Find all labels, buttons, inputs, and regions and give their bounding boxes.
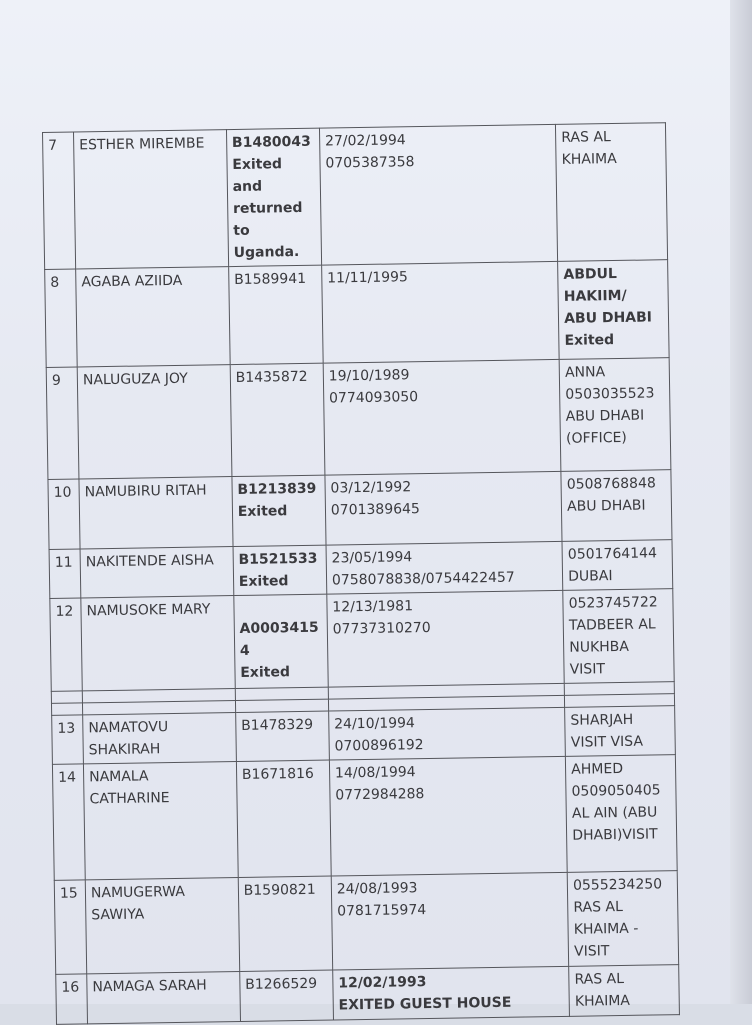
person-name: ESTHER MIREMBE [74,130,229,269]
person-name: NAMALA CATHARINE [83,762,238,880]
passport-number: B1435872 [230,363,325,476]
passport-number: B1671816 [236,760,331,877]
phone-number: 0758078838/0754422457 [331,569,515,589]
person-name: NAMUGERWA SAWIYA [85,878,239,974]
date-of-birth: 27/02/1994 [324,132,406,150]
person-name: NAMATOVU SHAKIRAH [83,713,237,764]
passport-number: B1480043 [231,133,311,152]
passport-number: A00034154 [239,619,319,659]
passport-number: B1589941 [228,265,323,364]
location: RAS AL KHAIMA [569,965,680,1017]
row-number: 8 [45,269,78,367]
passport-note: Exited [237,503,288,520]
row-number: 9 [46,367,79,479]
date-of-birth: 14/08/1994 [334,764,416,782]
table-row [50,589,674,692]
person-name: NALUGUZA JOY [77,365,232,479]
row-number: 15 [54,880,86,974]
table-row [45,260,669,368]
location: RAS AL KHAIMA [556,123,668,262]
paper-edge [730,0,752,1004]
table-row [54,871,678,975]
location: 0555234250 RAS AL KHAIMA -VISIT [567,871,678,967]
phone-number: 0774093050 [328,389,419,407]
passport-number: B1590821 [238,876,333,971]
table-row [48,470,672,550]
location: AHMED 0509050405 AL AIN (ABU DHABI)VISIT [566,755,678,873]
location: SHARJAH VISIT VISA [565,706,676,757]
passport-number: B1478329 [235,711,329,761]
person-name: NAMAGA SARAH [87,972,241,1024]
location: 0508768848 ABU DHABI [561,470,672,542]
row-number: 12 [50,598,82,691]
person-name: AGABA AZIIDA [76,267,230,367]
table-row [46,358,671,480]
row-number: 13 [52,715,84,764]
row-number: 16 [56,974,88,1024]
passport-note: Exited [240,664,291,681]
date-of-birth: 12/13/1981 [332,598,414,616]
phone-number: 0701389645 [330,501,421,519]
table-row [56,965,680,1025]
phone-number: 07737310270 [332,619,431,638]
row-number: 14 [52,764,85,880]
row-number: 10 [48,479,80,549]
table-row [52,755,677,881]
exit-note: EXITED GUEST HOUSE [338,994,512,1014]
date-of-birth: 11/11/1995 [321,261,559,363]
passport-number: B1213839 [237,480,317,498]
date-of-birth: 19/10/1989 [328,367,410,385]
person-name: NAMUBIRU RITAH [79,477,233,549]
date-of-birth: 24/08/1993 [336,880,418,898]
row-number: 11 [49,549,81,598]
row-number: 7 [43,132,76,269]
location: 0523745722 TADBEER AL NUKHBA VISIT [563,589,674,684]
passport-number: B1266529 [239,970,333,1021]
date-of-birth: 12/02/1993 [338,974,427,992]
passport-note: Exited [238,573,289,590]
date-of-birth: 23/05/1994 [331,549,413,567]
date-of-birth: 03/12/1992 [330,479,412,497]
phone-number: 0705387358 [325,154,415,172]
person-name: NAKITENDE AISHA [80,547,234,598]
date-of-birth: 24/10/1994 [334,715,416,733]
phone-number: 0781715974 [337,902,427,920]
location: ABDUL HAKIIM/ ABU DHABI Exited [558,260,669,360]
records-table [42,122,680,1025]
location: ANNA 0503035523 ABU DHABI (OFFICE) [559,358,671,472]
table-row [43,123,668,270]
phone-number: 0772984288 [335,786,425,804]
person-name: NAMUSOKE MARY [81,596,235,691]
location: 0501764144 DUBAI [562,540,673,591]
passport-number: B1521533 [238,550,318,568]
passport-note: Exited and returned to Uganda. [232,156,303,262]
phone-number: 0700896192 [334,737,424,755]
